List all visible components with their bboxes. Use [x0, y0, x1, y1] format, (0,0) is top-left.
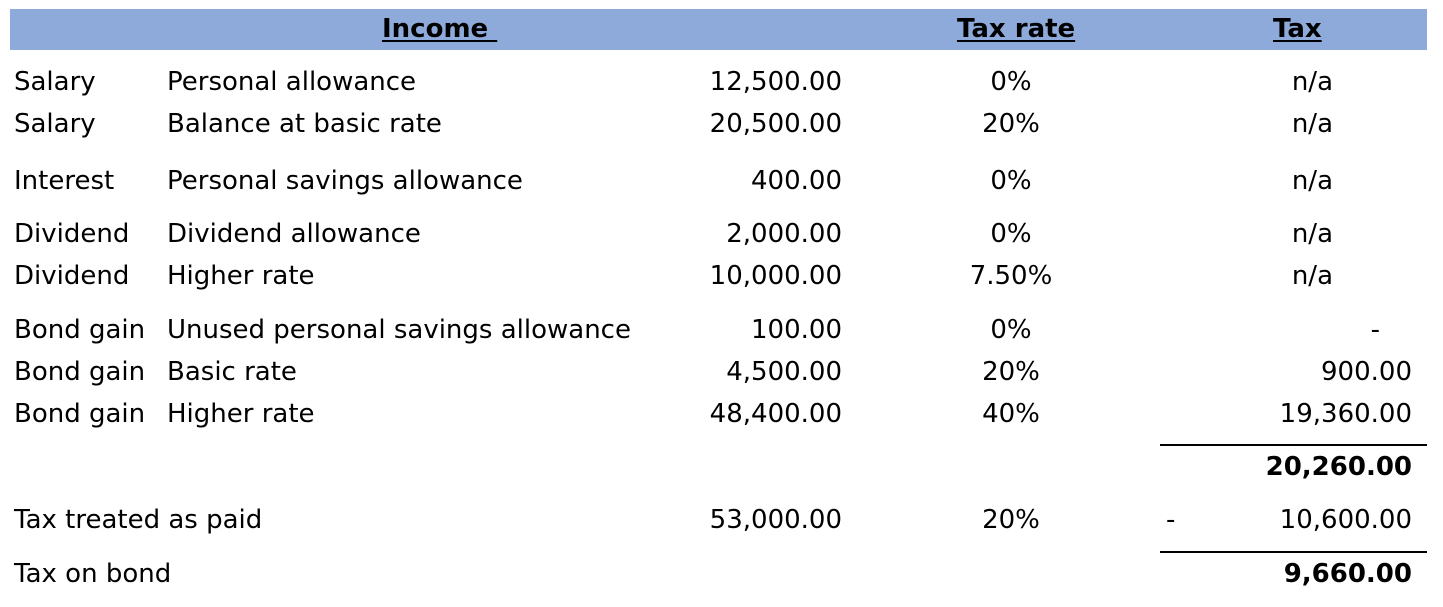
- income-type: Salary: [14, 109, 96, 139]
- header-income: Income: [382, 14, 498, 44]
- tax-rate: 20%: [982, 357, 1040, 387]
- tax-amount: n/a: [1291, 261, 1333, 291]
- income-description: Dividend allowance: [167, 219, 421, 249]
- tax-rate: 0%: [990, 166, 1032, 196]
- tax-treated-as-paid-tax: 10,600.00: [1279, 505, 1412, 535]
- income-description: Basic rate: [167, 357, 297, 387]
- tax-on-bond-value: 9,660.00: [1283, 559, 1412, 589]
- total-rule: [1160, 551, 1427, 553]
- minus-sign: -: [1166, 505, 1176, 535]
- income-type: Dividend: [14, 219, 130, 249]
- tax-on-bond-label: Tax on bond: [14, 559, 172, 589]
- tax-amount: n/a: [1291, 109, 1333, 139]
- tax-rate: 0%: [990, 315, 1032, 345]
- tax-rate: 20%: [982, 109, 1040, 139]
- income-description: Personal allowance: [167, 67, 417, 97]
- tax-amount: n/a: [1291, 166, 1333, 196]
- income-amount: 10,000.00: [709, 261, 842, 291]
- tax-treated-as-paid-amount: 53,000.00: [709, 505, 842, 535]
- tax-amount: 19,360.00: [1279, 399, 1412, 429]
- tax-rate: 0%: [990, 67, 1032, 97]
- income-amount: 4,500.00: [726, 357, 842, 387]
- income-type: Bond gain: [14, 315, 146, 345]
- income-type: Bond gain: [14, 357, 146, 387]
- income-amount: 100.00: [751, 315, 842, 345]
- tax-treated-as-paid-rate: 20%: [982, 505, 1040, 535]
- income-description: Higher rate: [167, 261, 315, 291]
- income-description: Balance at basic rate: [167, 109, 442, 139]
- income-amount: 2,000.00: [726, 219, 842, 249]
- tax-rate: 0%: [990, 219, 1032, 249]
- table-header-bar: [10, 9, 1427, 50]
- tax-amount: 900.00: [1321, 357, 1412, 387]
- income-description: Unused personal savings allowance: [167, 315, 631, 345]
- income-description: Higher rate: [167, 399, 315, 429]
- tax-treated-as-paid-label: Tax treated as paid: [14, 505, 263, 535]
- tax-rate: 7.50%: [969, 261, 1053, 291]
- income-description: Personal savings allowance: [167, 166, 523, 196]
- header-tax: Tax: [1273, 14, 1322, 44]
- income-type: Interest: [14, 166, 115, 196]
- income-amount: 12,500.00: [709, 67, 842, 97]
- income-type: Bond gain: [14, 399, 146, 429]
- tax-amount: -: [1370, 315, 1380, 345]
- subtotal-rule: [1160, 444, 1427, 446]
- income-amount: 400.00: [751, 166, 842, 196]
- subtotal-value: 20,260.00: [1265, 452, 1412, 482]
- income-type: Dividend: [14, 261, 130, 291]
- income-amount: 48,400.00: [709, 399, 842, 429]
- tax-rate: 40%: [982, 399, 1040, 429]
- header-tax-rate: Tax rate: [957, 14, 1076, 44]
- tax-amount: n/a: [1291, 219, 1333, 249]
- tax-amount: n/a: [1291, 67, 1333, 97]
- income-amount: 20,500.00: [709, 109, 842, 139]
- income-type: Salary: [14, 67, 96, 97]
